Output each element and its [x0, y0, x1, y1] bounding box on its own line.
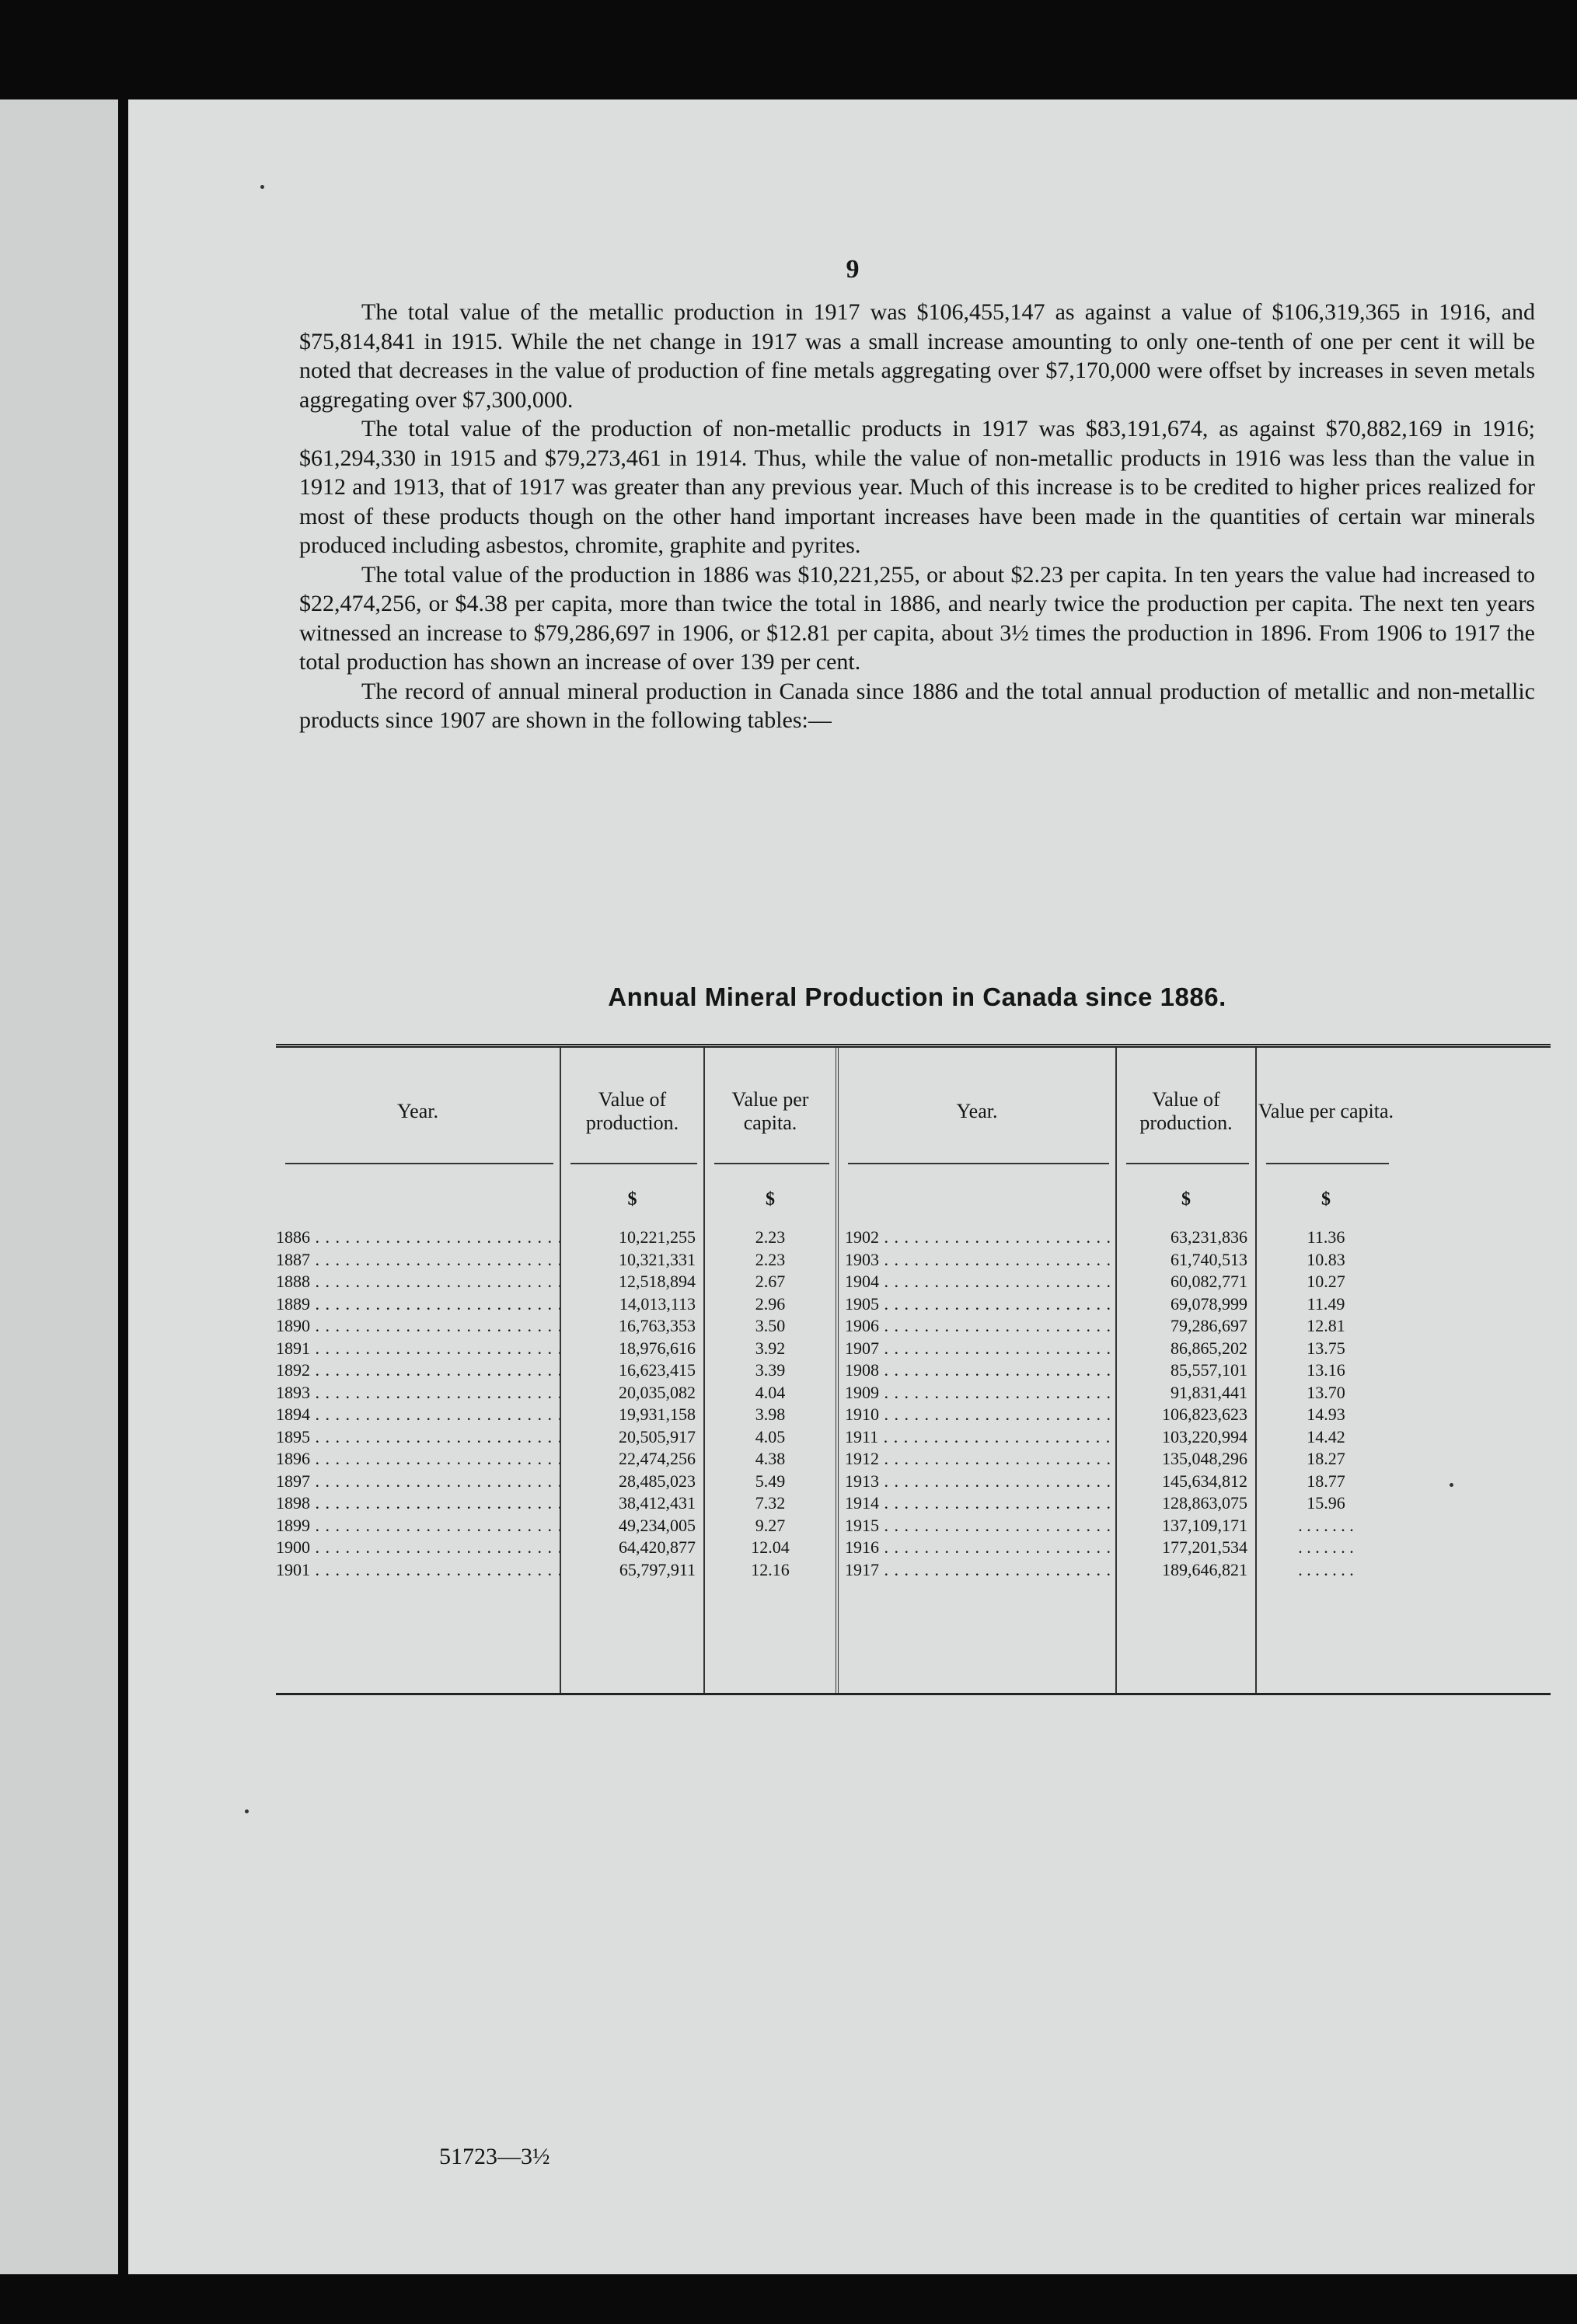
table-cell-value: 137,109,171 — [1162, 1515, 1247, 1535]
table-cell-per-capita: 10.27 — [1307, 1272, 1345, 1291]
table-cell-value: 189,646,821 — [1162, 1559, 1247, 1579]
table-cell-year: 1901 . . . — [276, 1559, 560, 1582]
table-cell-per-capita: 11.49 — [1307, 1293, 1345, 1314]
table-cell-per-capita: . . . . . . . — [1298, 1515, 1354, 1535]
right-value-rows — [1117, 1227, 1255, 1581]
paragraph-metallic: The total value of the metallic production in 1917 was $106,455,147 as against a value of $106,319,365 in 1916, and $75,814,841 in 1915. While the net change in 1917 was a small increase amounting to only one-tenth of one per cent it will be noted that decreases in the value of production of fine metals aggregating over $7,170,000 were offset by increases in seven metals aggregating over $7,300,000. — [299, 299, 1535, 413]
table-cell-year: 1894 . . . — [276, 1404, 560, 1426]
document-page — [128, 99, 1577, 2274]
table-cell-per-capita: 2.23 — [755, 1227, 786, 1247]
left-value-unit: $ — [627, 1189, 637, 1209]
table-cell-year: 1913 . . . — [845, 1471, 1115, 1493]
header-rule — [1126, 1163, 1249, 1164]
table-cell-value: 19,931,158 — [619, 1405, 696, 1424]
page-footer-signature: 51723—3½ — [439, 2144, 550, 2169]
table-cell-value: 64,420,877 — [619, 1537, 696, 1557]
right-value-unit: $ — [1181, 1189, 1191, 1209]
table-cell-year: 1889 . . . — [276, 1293, 560, 1316]
left-value-header: Value of production. — [585, 1088, 679, 1134]
table-cell-value: 16,623,415 — [619, 1360, 696, 1380]
table-cell-value: 12,518,894 — [619, 1272, 696, 1291]
table-cell-value: 69,078,999 — [1171, 1293, 1247, 1314]
table-cell-value: 128,863,075 — [1162, 1493, 1247, 1513]
table-cell-value: 10,321,331 — [619, 1249, 696, 1269]
paragraph-tables-intro: The record of annual mineral production in Canada since 1886 and the total annual production of metallic and non-metallic products since 1907 are shown in the following tables:— — [299, 678, 1535, 733]
body-text — [299, 298, 1535, 735]
table-cell-value: 91,831,441 — [1171, 1382, 1247, 1402]
table-cell-year: 1900 . . . — [276, 1537, 560, 1559]
table-cell-value: 14,013,113 — [619, 1293, 696, 1314]
table-cell-year: 1898 . . . — [276, 1492, 560, 1515]
table-cell-per-capita: 14.42 — [1307, 1426, 1345, 1446]
header-rule — [285, 1163, 553, 1164]
header-rule — [714, 1163, 829, 1164]
table-cell-per-capita: 15.96 — [1307, 1493, 1345, 1513]
left-capita-rows — [705, 1227, 836, 1581]
table-cell-per-capita: 2.23 — [755, 1249, 786, 1269]
table-cell-per-capita: 11.36 — [1307, 1227, 1345, 1247]
table-cell-per-capita: 2.67 — [755, 1272, 786, 1291]
left-year-rows — [276, 1227, 560, 1581]
table-cell-year: 1917 . . . — [845, 1559, 1115, 1582]
table-cell-per-capita: 2.96 — [755, 1293, 786, 1314]
left-value-column — [560, 1048, 703, 1693]
table-cell-value: 177,201,534 — [1162, 1537, 1247, 1557]
table-cell-year: 1888 . . . — [276, 1271, 560, 1293]
right-year-rows — [845, 1227, 1115, 1581]
table-cell-per-capita: 13.75 — [1307, 1338, 1345, 1358]
table-cell-value: 103,220,994 — [1162, 1426, 1247, 1446]
table-cell-value: 106,823,623 — [1162, 1405, 1247, 1424]
table-cell-year: 1891 . . . — [276, 1338, 560, 1360]
table-cell-value: 85,557,101 — [1171, 1360, 1247, 1380]
right-capita-rows — [1257, 1227, 1395, 1581]
table-cell-value: 28,485,023 — [619, 1471, 696, 1491]
table-cell-year: 1895 . . . — [276, 1426, 560, 1449]
table-cell-value: 135,048,296 — [1162, 1449, 1247, 1468]
table-cell-year: 1912 . . . — [845, 1448, 1115, 1471]
table-cell-year: 1911 . . . — [845, 1426, 1115, 1449]
table-cell-per-capita: 18.27 — [1307, 1449, 1345, 1468]
table-cell-value: 79,286,697 — [1171, 1316, 1247, 1335]
table-cell-year: 1904 . . . — [845, 1271, 1115, 1293]
table-cell-per-capita: 3.39 — [755, 1360, 786, 1380]
scan-speck — [260, 185, 264, 189]
table-cell-per-capita: . . . . . . . — [1298, 1559, 1354, 1579]
left-capita-unit: $ — [766, 1189, 775, 1209]
table-cell-year: 1916 . . . — [845, 1537, 1115, 1559]
table-title: Annual Mineral Production in Canada since 1886. — [608, 982, 1226, 1011]
table-cell-per-capita: . . . . . . . — [1298, 1537, 1354, 1557]
table-cell-per-capita: 9.27 — [755, 1515, 786, 1535]
left-capita-header: Value per capita. — [731, 1088, 809, 1134]
table-cell-per-capita: 5.49 — [755, 1471, 786, 1491]
table-cell-year: 1902 . . . — [845, 1227, 1115, 1249]
table-cell-year: 1909 . . . — [845, 1382, 1115, 1405]
table-cell-year: 1905 . . . — [845, 1293, 1115, 1316]
paragraph-per-capita: The total value of the production in 1886 was $10,221,255, or about $2.23 per capita. In ten years the value had increased to $22,474,256, or $4.38 per capita, more than twice the total in 1886, and nearly twice the production per capita. The next ten years witnessed an increase to $79,286,697 in 1906, or $12.81 per capita, about 3½ times the production in 1896. From 1906 to 1917 the total production has shown an increase of over 139 per cent. — [299, 561, 1535, 675]
table-cell-per-capita: 18.77 — [1307, 1471, 1345, 1491]
paragraph-non-metallic: The total value of the production of non-metallic products in 1917 was $83,191,674, as against $70,882,169 in 1916; $61,294,330 in 1915 and $79,273,461 in 1914. Thus, while the value of non-metallic products in 1916 was less than the value in 1912 and 1913, that of 1917 was greater than any previous year. Much of this increase is to be credited to higher prices realized for most of these products though on the other hand important increases have been made in the quantities of certain war minerals produced including asbestos, chromite, graphite and pyrites. — [299, 416, 1535, 558]
left-year-header: Year. — [397, 1100, 438, 1122]
table-cell-per-capita: 4.05 — [755, 1426, 786, 1446]
table-cell-per-capita: 3.92 — [755, 1338, 786, 1358]
table-cell-value: 86,865,202 — [1171, 1338, 1247, 1358]
table-cell-year: 1906 . . . — [845, 1315, 1115, 1338]
right-value-column — [1115, 1048, 1255, 1693]
table-cell-per-capita: 13.16 — [1307, 1360, 1345, 1380]
right-capita-unit: $ — [1321, 1189, 1331, 1209]
table-cell-per-capita: 10.83 — [1307, 1249, 1345, 1269]
table-cell-per-capita: 3.98 — [755, 1405, 786, 1424]
table-cell-value: 18,976,616 — [619, 1338, 696, 1358]
header-rule — [848, 1163, 1109, 1164]
table-cell-per-capita: 4.38 — [755, 1449, 786, 1468]
right-year-column — [836, 1048, 1115, 1693]
table-cell-value: 20,035,082 — [619, 1382, 696, 1402]
table-cell-value: 65,797,911 — [619, 1559, 696, 1579]
table-cell-year: 1896 . . . — [276, 1448, 560, 1471]
table-cell-year: 1903 . . . — [845, 1249, 1115, 1272]
table-cell-year: 1910 . . . — [845, 1404, 1115, 1426]
table-cell-year: 1915 . . . — [845, 1515, 1115, 1537]
table-cell-year: 1908 . . . — [845, 1359, 1115, 1382]
table-cell-year: 1897 . . . — [276, 1471, 560, 1493]
right-capita-column — [1255, 1048, 1395, 1693]
table-cell-value: 145,634,812 — [1162, 1471, 1247, 1491]
table-cell-year: 1899 . . . — [276, 1515, 560, 1537]
header-rule — [1266, 1163, 1389, 1164]
table-cell-year: 1886 . . . — [276, 1227, 560, 1249]
table-cell-value: 61,740,513 — [1171, 1249, 1247, 1269]
table-cell-year: 1892 . . . — [276, 1359, 560, 1382]
table-cell-per-capita: 4.04 — [755, 1382, 786, 1402]
table-right-half — [836, 1048, 1551, 1693]
table-cell-per-capita: 14.93 — [1307, 1405, 1345, 1424]
table-cell-value: 10,221,255 — [619, 1227, 696, 1247]
left-capita-column — [703, 1048, 836, 1693]
table-cell-per-capita: 13.70 — [1307, 1382, 1345, 1402]
table-cell-per-capita: 12.81 — [1307, 1316, 1345, 1335]
production-table — [276, 1044, 1551, 1695]
table-cell-per-capita: 12.04 — [751, 1537, 790, 1557]
table-left-half — [276, 1048, 836, 1693]
table-cell-value: 22,474,256 — [619, 1449, 696, 1468]
table-cell-value: 38,412,431 — [619, 1493, 696, 1513]
table-cell-value: 49,234,005 — [619, 1515, 696, 1535]
right-year-header: Year. — [956, 1100, 998, 1122]
page-number: 9 — [846, 255, 860, 284]
table-cell-year: 1890 . . . — [276, 1315, 560, 1338]
table-cell-year: 1893 . . . — [276, 1382, 560, 1405]
right-capita-header: Value per capita. — [1258, 1100, 1394, 1122]
adjacent-page-edge — [0, 99, 118, 2274]
table-cell-value: 16,763,353 — [619, 1316, 696, 1335]
header-rule — [570, 1163, 697, 1164]
table-cell-year: 1887 . . . — [276, 1249, 560, 1272]
scan-speck — [245, 1809, 249, 1813]
left-value-rows — [561, 1227, 703, 1581]
table-cell-value: 63,231,836 — [1171, 1227, 1247, 1247]
table-cell-per-capita: 12.16 — [751, 1559, 790, 1579]
left-year-column — [276, 1048, 560, 1693]
table-cell-year: 1907 . . . — [845, 1338, 1115, 1360]
table-cell-per-capita: 3.50 — [755, 1316, 786, 1335]
table-cell-year: 1914 . . . — [845, 1492, 1115, 1515]
right-value-header: Value of production. — [1139, 1088, 1233, 1134]
table-cell-value: 60,082,771 — [1171, 1272, 1247, 1291]
scan-speck — [1450, 1483, 1453, 1487]
table-cell-value: 20,505,917 — [619, 1426, 696, 1446]
table-cell-per-capita: 7.32 — [755, 1493, 786, 1513]
